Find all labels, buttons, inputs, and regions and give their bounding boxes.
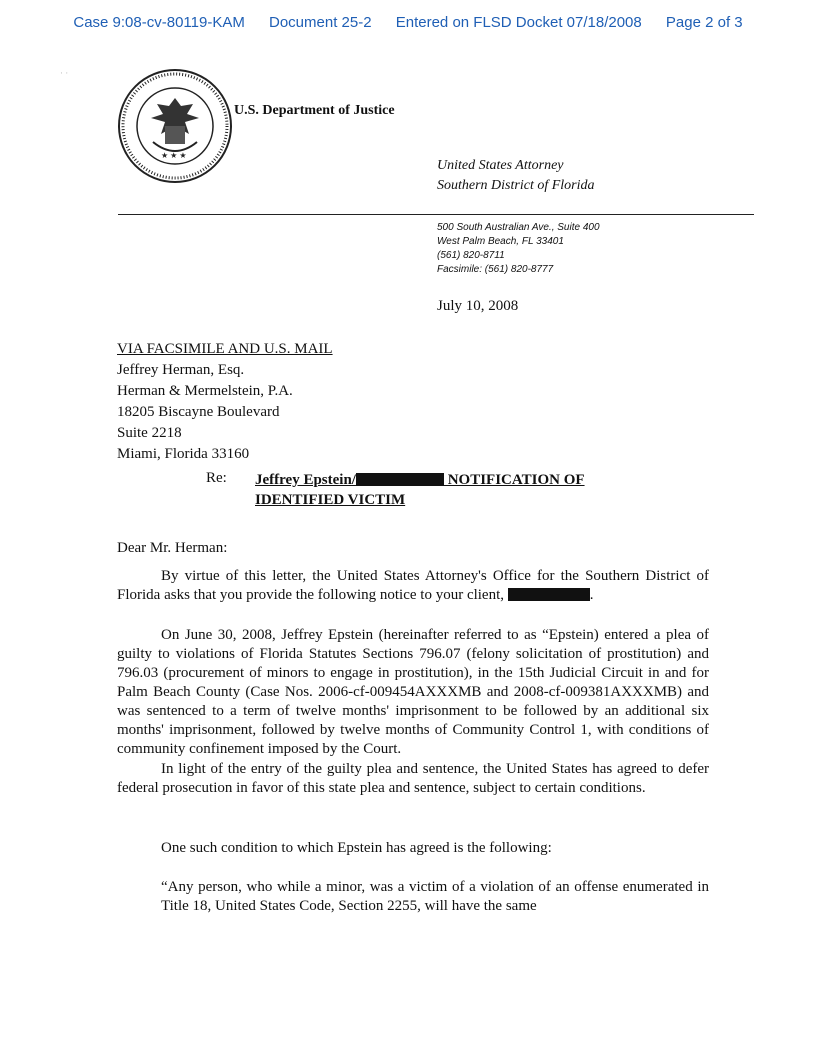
delivery-method: VIA FACSIMILE AND U.S. MAIL xyxy=(117,341,333,357)
recipient-firm: Herman & Mermelstein, P.A. xyxy=(117,383,293,399)
paragraph-2-text: On June 30, 2008, Jeffrey Epstein (hereinafter referred to as “Epstein) entered a plea of guilty to violations of Florida Statutes Sections 796.07 (felony solicitation of prostitution) and 796.03 (procurement of minors to engage in prostitution), in the 15th Judicial Circuit in and for Palm Beach County (Case Nos. 2006-cf-009454AXXXMB and 2008-cf-009381AXXXMB) and was sentenced to a term of twelve months' imprisonment to be followed by an additional six months' imprisonment, followed by twelve months of Community Control 1, with conditions of community confinement imposed by the Court. xyxy=(117,627,709,757)
redaction-bar xyxy=(508,588,590,601)
paragraph-1 xyxy=(117,567,709,605)
document-number: Document 25-2 xyxy=(269,14,372,31)
docket-header xyxy=(0,14,816,31)
svg-text:★ ★ ★: ★ ★ ★ xyxy=(161,151,187,160)
redaction-bar xyxy=(356,473,444,486)
office-block xyxy=(437,156,595,196)
recipient-block xyxy=(117,339,333,465)
phone-number: (561) 820-8711 xyxy=(437,250,505,261)
letter-date: July 10, 2008 xyxy=(437,298,519,314)
re-label: Re: xyxy=(206,470,227,486)
quoted-condition: “Any person, who while a minor, was a victim of a violation of an offense enumerated in Title 18, United States Code, Section 2255, will have the same xyxy=(161,879,709,914)
subject-name: Jeffrey Epstein/ xyxy=(255,472,356,488)
recipient-city: Miami, Florida 33160 xyxy=(117,446,250,462)
salutation: Dear Mr. Herman: xyxy=(117,540,228,556)
recipient-name: Jeffrey Herman, Esq. xyxy=(117,362,245,378)
subject-title: NOTIFICATION OF xyxy=(443,472,585,488)
docket-entry: Entered on FLSD Docket 07/18/2008 xyxy=(395,14,642,31)
fax-number: Facsimile: (561) 820-8777 xyxy=(437,264,554,275)
address-line-1: 500 South Australian Ave., Suite 400 xyxy=(437,222,600,233)
subject-line-2: IDENTIFIED VICTIM xyxy=(255,492,406,508)
office-line-2: Southern District of Florida xyxy=(437,178,595,193)
address-line-2: West Palm Beach, FL 33401 xyxy=(437,236,564,247)
paragraph-2 xyxy=(117,626,709,759)
paragraph-3-text: In light of the entry of the guilty plea and sentence, the United States has agreed to defer federal prosecution in favor of this state plea and sentence, subject to certain conditions. xyxy=(117,761,709,796)
department-title: U.S. Department of Justice xyxy=(234,103,395,118)
office-address xyxy=(437,221,600,277)
case-number: Case 9:08-cv-80119-KAM xyxy=(73,14,245,31)
doj-seal-icon xyxy=(117,68,233,184)
paragraph-3 xyxy=(117,760,709,798)
paragraph-1-end: . xyxy=(589,587,594,603)
paragraph-4-text: One such condition to which Epstein has agreed is the following: xyxy=(161,840,552,856)
recipient-street: 18205 Biscayne Boulevard xyxy=(117,404,280,420)
scan-speck: · · xyxy=(60,68,69,78)
re-subject xyxy=(255,470,585,510)
recipient-suite: Suite 2218 xyxy=(117,425,182,441)
page-indicator: Page 2 of 3 xyxy=(665,14,743,31)
letterhead-divider xyxy=(118,214,754,215)
office-line-1: United States Attorney xyxy=(437,158,564,173)
paragraph-1-text: By virtue of this letter, the United States Attorney's Office for the Southern District of Florida asks that you provide the following notice to your client, xyxy=(117,568,709,603)
paragraph-4 xyxy=(117,839,709,858)
